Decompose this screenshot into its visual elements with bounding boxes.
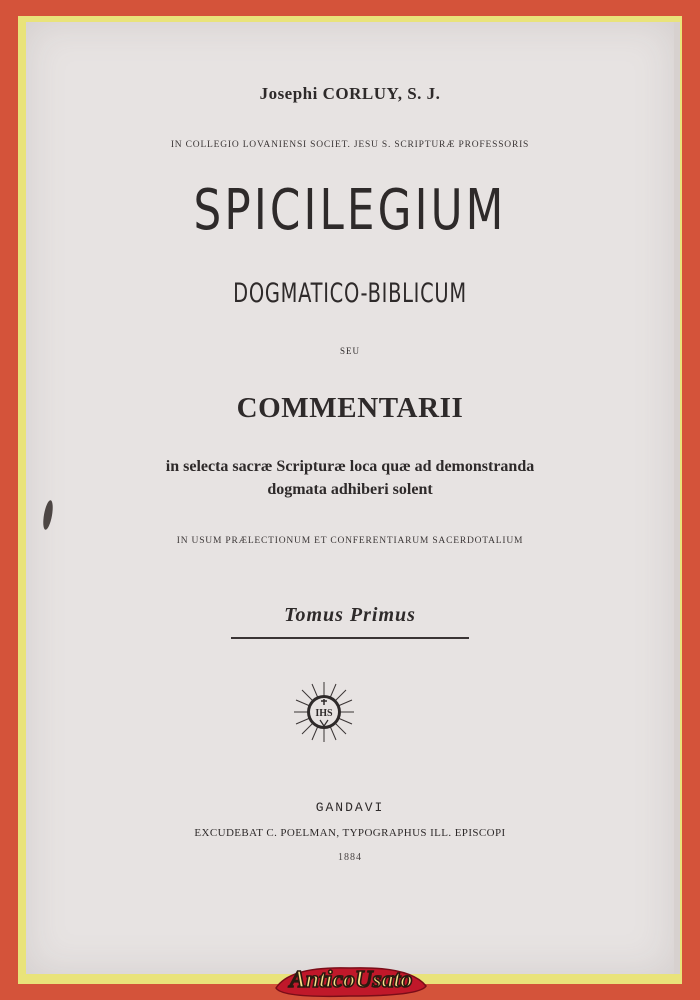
place-of-publication: GANDAVI [315,800,385,815]
description-line-2: dogmata adhiberi solent [267,481,433,498]
author-affiliation: IN COLLEGIO LOVANIENSI SOCIET. JESU S. SCRIPTURÆ PROFESSORIS [170,140,530,150]
emblem-text: IHS [315,708,333,719]
watermark-text: AnticoUsato [289,967,413,993]
printer-line: EXCUDEBAT C. POELMAN, TYPOGRAPHUS ILL. EPISCOPI [194,827,506,839]
purpose-line: IN USUM PRÆLECTIONUM ET CONFERENTIARUM SACERDOTALIUM [176,536,524,546]
author-name: Josephi CORLUY, S. J. [259,84,441,103]
volume-rule [231,637,469,639]
main-title: SPICILEGIUM [193,178,507,243]
ihs-emblem-icon [294,682,354,742]
conjunction: SEU [339,346,360,356]
watermark-logo [270,960,432,1000]
subtitle: DOGMATICO-BIBLICUM [233,278,467,309]
description-line-1: in selecta sacræ Scripturæ loca quæ ad demonstranda [165,458,535,475]
description [0,455,700,501]
publication-year: 1884 [338,852,362,863]
volume-title: Tomus Primus [284,604,416,626]
second-title: COMMENTARII [236,392,464,424]
